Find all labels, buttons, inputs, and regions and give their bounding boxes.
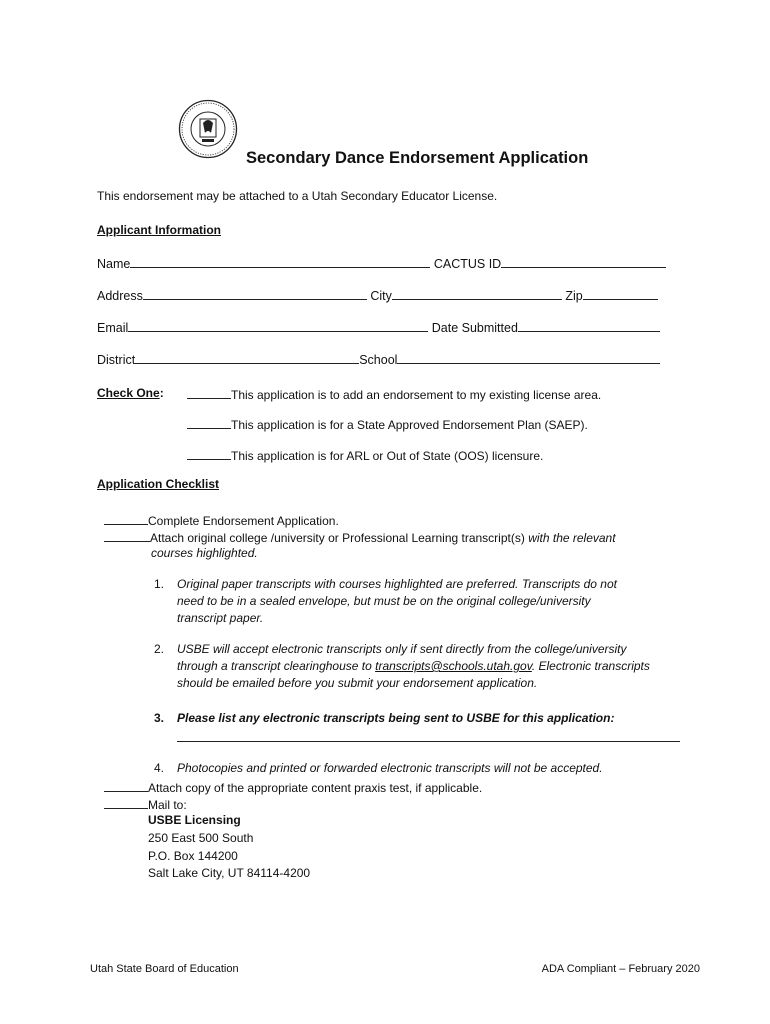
- school-label: School: [359, 353, 398, 367]
- name-field[interactable]: [130, 255, 430, 268]
- note-2-line-3: should be emailed before you submit your endorsement application.: [177, 676, 538, 690]
- checklist-item-1-text: Complete Endorsement Application.: [148, 514, 339, 528]
- email-label: Email: [97, 321, 129, 335]
- mail-address-line-3: P.O. Box 144200: [148, 849, 238, 863]
- applicant-info-heading: Applicant Information: [97, 223, 221, 237]
- checklist-item-3: [104, 779, 482, 795]
- check-one-text: Check One: [97, 386, 160, 400]
- check-option-2-blank[interactable]: [187, 416, 231, 429]
- zip-field[interactable]: [583, 287, 658, 300]
- checklist-item-1: [104, 512, 339, 528]
- checklist-item-4: [104, 796, 187, 812]
- check-option-2-text: This application is for a State Approved Endorsement Plan (SAEP).: [231, 418, 588, 432]
- check-option-1-text: This application is to add an endorsement to my existing license area.: [231, 388, 602, 402]
- district-row: [97, 351, 660, 367]
- note-1-line-3: transcript paper.: [177, 611, 264, 625]
- email-field[interactable]: [128, 319, 428, 332]
- num-4: 4.: [154, 761, 165, 775]
- checklist-item-2-blank[interactable]: [104, 529, 150, 542]
- check-option-1-blank[interactable]: [187, 386, 231, 399]
- city-field[interactable]: [392, 287, 562, 300]
- num-3: 3.: [154, 711, 165, 725]
- date-submitted-field[interactable]: [518, 319, 660, 332]
- check-option-1: [187, 386, 601, 402]
- note-1-line-2: need to be in a sealed envelope, but must be on the original college/university: [177, 594, 591, 608]
- checklist-item-2-continued: courses highlighted.: [151, 546, 258, 560]
- num-1: 1.: [154, 577, 165, 591]
- zip-label: Zip: [565, 289, 583, 303]
- checklist-item-2-italic: with the relevant: [528, 531, 616, 545]
- name-row: [97, 255, 666, 271]
- cactus-field[interactable]: [501, 255, 666, 268]
- city-label: City: [370, 289, 392, 303]
- note-4-text: Photocopies and printed or forwarded electronic transcripts will not be accepted.: [177, 761, 603, 775]
- checklist-item-3-blank[interactable]: [104, 779, 148, 792]
- electronic-transcripts-field[interactable]: [177, 741, 680, 742]
- cactus-label: CACTUS ID: [433, 257, 502, 271]
- note-2-line-2: [177, 659, 650, 673]
- address-label: Address: [97, 289, 143, 303]
- footer-right: ADA Compliant – February 2020: [541, 963, 700, 975]
- intro-text: This endorsement may be attached to a Utah Secondary Educator License.: [97, 189, 498, 203]
- checklist-item-4-blank[interactable]: [104, 796, 148, 809]
- date-submitted-label: Date Submitted: [431, 321, 518, 335]
- checklist-item-2-text: Attach original college /university or Professional Learning transcript(s): [150, 531, 529, 545]
- checklist-item-2: [104, 529, 616, 545]
- note-1-line-1: Original paper transcripts with courses highlighted are preferred. Transcripts do not: [177, 577, 617, 591]
- state-seal-logo: [178, 99, 238, 159]
- mail-address-line-2: 250 East 500 South: [148, 831, 254, 845]
- check-one-label: [97, 386, 164, 400]
- note-2-text: through a transcript clearinghouse to: [177, 659, 376, 673]
- check-one-colon: :: [159, 386, 164, 400]
- address-field[interactable]: [143, 287, 367, 300]
- name-label: Name: [97, 257, 131, 271]
- check-option-3: [187, 447, 543, 463]
- checklist-item-3-text: Attach copy of the appropriate content praxis test, if applicable.: [148, 781, 483, 795]
- num-2: 2.: [154, 642, 165, 656]
- application-checklist-heading: Application Checklist: [97, 477, 220, 491]
- check-option-2: [187, 416, 588, 432]
- transcripts-email-link[interactable]: transcripts@schools.utah.gov: [375, 659, 532, 673]
- school-field[interactable]: [397, 351, 660, 364]
- check-option-3-blank[interactable]: [187, 447, 231, 460]
- note-2-line-1: USBE will accept electronic transcripts only if sent directly from the college/university: [177, 642, 627, 656]
- note-3-text: Please list any electronic transcripts being sent to USBE for this application:: [177, 711, 615, 725]
- mail-address-line-1: USBE Licensing: [148, 813, 241, 827]
- check-option-3-text: This application is for ARL or Out of State (OOS) licensure.: [231, 449, 544, 463]
- district-label: District: [97, 353, 136, 367]
- checklist-item-1-blank[interactable]: [104, 512, 148, 525]
- checklist-item-4-text: Mail to:: [148, 798, 187, 812]
- district-field[interactable]: [135, 351, 359, 364]
- email-row: [97, 319, 660, 335]
- mail-address-line-4: Salt Lake City, UT 84114-4200: [148, 866, 311, 880]
- note-2-text-end: . Electronic transcripts: [531, 659, 650, 673]
- address-row: [97, 287, 658, 303]
- footer-left: Utah State Board of Education: [90, 963, 239, 975]
- page-title: Secondary Dance Endorsement Application: [246, 149, 589, 167]
